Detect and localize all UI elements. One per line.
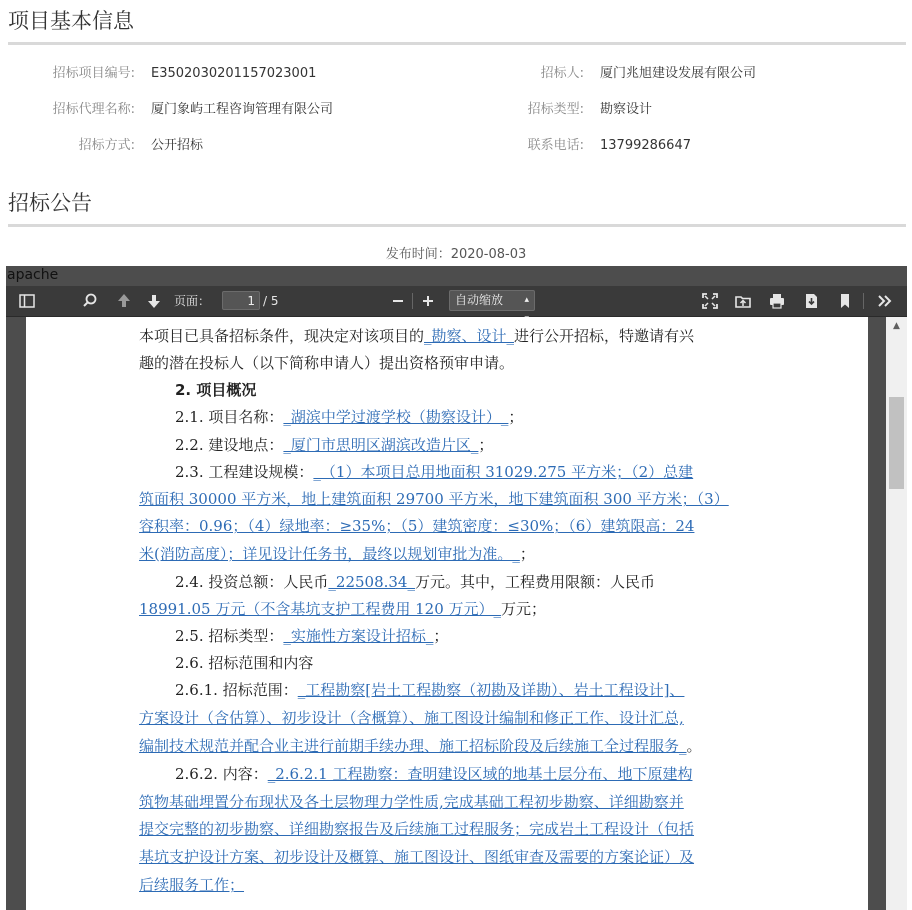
doc-underline-text: 18991.05 万元（不含基坑支护工程费用 120 万元）_	[139, 600, 502, 618]
zoom-out-button[interactable]	[387, 290, 409, 312]
basic-info-title: 项目基本信息	[8, 9, 134, 33]
toolbar-separator	[863, 293, 864, 309]
previous-page-button[interactable]	[113, 290, 135, 312]
doc-underline-line: 筑面积 30000 平方米，地上建筑面积 29700 平方米，地下建筑面积 300 平方米；（3）	[139, 490, 729, 508]
agent-label: 招标代理名称:	[52, 102, 135, 117]
doc-text: 2.1. 项目名称：	[175, 408, 284, 426]
doc-text: ；	[519, 545, 535, 563]
doc-line: 趣的潜在投标人（以下简称申请人）提出资格预审申请。	[139, 354, 515, 372]
toolbar-separator	[412, 293, 413, 309]
zoom-select[interactable]	[449, 290, 535, 311]
next-page-icon	[143, 290, 165, 312]
doc-line	[175, 765, 692, 783]
next-page-button[interactable]	[143, 290, 165, 312]
doc-underline-text: _厦门市思明区湖滨改造片区_	[283, 436, 479, 454]
pdf-page	[26, 317, 868, 910]
print-button[interactable]	[766, 290, 788, 312]
search-icon	[79, 290, 101, 312]
doc-line	[175, 681, 684, 699]
open-file-button[interactable]	[732, 290, 754, 312]
previous-page-icon	[113, 290, 135, 312]
pdf-viewer	[6, 266, 907, 910]
announcement-title: 招标公告	[8, 191, 92, 215]
doc-line: 2.6. 招标范围和内容	[175, 654, 314, 672]
doc-text: 2.4. 投资总额：人民币	[175, 573, 329, 591]
total-pages: / 5	[263, 294, 279, 308]
fullscreen-icon	[699, 290, 721, 312]
zoom-out-icon	[387, 290, 409, 312]
publish-date: 2020-08-03	[450, 247, 527, 262]
tenderer-value: 厦门兆旭建设发展有限公司	[600, 66, 757, 81]
project-no-label: 招标项目编号:	[52, 66, 135, 81]
sidebar-toggle-icon	[16, 290, 38, 312]
doc-underline-text: _湖滨中学过渡学校（勘察设计）_	[283, 408, 509, 426]
doc-line	[139, 327, 694, 345]
doc-underline-text: _2.6.2.1 工程勘察：查明建设区域的地基土层分布、地下原建构	[267, 765, 693, 783]
publish-time	[0, 243, 912, 262]
doc-text: ；	[433, 627, 449, 645]
zoom-in-button[interactable]	[417, 290, 439, 312]
vertical-scrollbar[interactable]	[886, 317, 907, 910]
more-tools-button[interactable]	[874, 290, 896, 312]
doc-line	[175, 436, 493, 454]
doc-text: ；	[478, 436, 494, 454]
bookmark-button[interactable]	[834, 290, 856, 312]
agent-value: 厦门象屿工程咨询管理有限公司	[151, 102, 334, 117]
project-no-value: E3502030201157023001	[151, 66, 317, 81]
doc-underline-text: 编制技术规范并配合业主进行前期手续办理、施工招标阶段及后续施工全过程服务_	[139, 737, 687, 755]
scroll-up-icon[interactable]: ▲	[893, 321, 900, 331]
type-label: 招标类型:	[527, 102, 584, 117]
zoom-in-icon	[417, 290, 439, 312]
doc-line	[175, 573, 655, 591]
doc-text: 2.6.1. 招标范围：	[175, 681, 298, 699]
doc-line	[139, 737, 702, 755]
doc-underline-line: 方案设计（含估算）、初步设计（含概算）、施工图设计编制和修正工作、设计汇总,	[139, 709, 684, 727]
phone-label: 联系电话:	[527, 138, 584, 153]
doc-underline-text: _实施性方案设计招标_	[283, 627, 434, 645]
doc-underline-line: 容积率：0.96；（4）绿地率：≥35%；（5）建筑密度：≤30%；（6）建筑限高：24	[139, 517, 695, 535]
sidebar-toggle-button[interactable]	[16, 290, 38, 312]
document-area[interactable]	[6, 317, 886, 910]
doc-underline-line: 提交完整的初步勘察、详细勘察报告及后续施工过程服务；完成岩土工程设计（包括	[139, 820, 695, 838]
doc-line	[175, 408, 523, 426]
doc-text: 万元。其中，工程费用限额：人民币	[414, 573, 655, 591]
download-icon	[800, 290, 822, 312]
search-button[interactable]	[79, 290, 101, 312]
doc-text: 2.6.2. 内容：	[175, 765, 268, 783]
method-label: 招标方式:	[78, 138, 135, 153]
doc-text: 进行公开招标，特邀请有兴	[514, 327, 695, 345]
doc-line	[139, 545, 535, 563]
scrollbar-thumb[interactable]	[889, 397, 904, 489]
doc-heading: 2. 项目概况	[175, 381, 257, 399]
pdf-toolbar	[6, 286, 907, 317]
bookmark-icon	[834, 290, 856, 312]
doc-underline-line: 筑物基础埋置分布现状及各土层物理力学性质,完成基础工程初步勘察、详细勘察并	[139, 793, 684, 811]
page-number-input[interactable]	[222, 291, 260, 310]
download-button[interactable]	[800, 290, 822, 312]
more-tools-icon	[874, 290, 896, 312]
doc-underline-text: _勘察、设计_	[424, 327, 515, 345]
doc-text: 万元；	[501, 600, 547, 618]
doc-text: 2.5. 招标类型：	[175, 627, 284, 645]
doc-underline-text: _（1）本项目总用地面积 31029.275 平方米；（2）总建	[313, 463, 694, 481]
section-divider	[8, 42, 906, 45]
method-value: 公开招标	[151, 138, 204, 153]
doc-underline-line: 后续服务工作；	[139, 876, 245, 894]
page-label: 页面：	[174, 294, 211, 308]
doc-text: 2.3. 工程建设规模：	[175, 463, 314, 481]
doc-line	[175, 463, 693, 481]
doc-text: 2.2. 建设地点：	[175, 436, 284, 454]
doc-text: 本项目已具备招标条件，现决定对该项目的	[139, 327, 425, 345]
doc-underline-text: _22508.34_	[328, 573, 415, 591]
doc-line	[139, 600, 546, 618]
publish-label: 发布时间：	[385, 247, 451, 262]
type-value: 勘察设计	[600, 102, 653, 117]
doc-underline-text: 米(消防高度）；详见设计任务书，最终以规划审批为准。_	[139, 545, 520, 563]
tenderer-label: 招标人:	[540, 66, 584, 81]
fullscreen-button[interactable]	[699, 290, 721, 312]
apache-label: apache	[6, 266, 907, 286]
section-divider	[8, 224, 906, 227]
doc-line	[175, 627, 448, 645]
print-icon	[766, 290, 788, 312]
doc-underline-text: _工程勘察[岩土工程勘察（初勘及详勘）、岩土工程设计]、	[297, 681, 685, 699]
zoom-value: 自动缩放	[455, 293, 504, 307]
doc-text: 。	[686, 737, 702, 755]
doc-text: ；	[508, 408, 524, 426]
chevron-updown-icon: ▴	[524, 295, 529, 305]
open-file-icon	[732, 290, 754, 312]
doc-underline-line: 基坑支护设计方案、初步设计及概算、施工图设计、图纸审查及需要的方案论证）及	[139, 848, 695, 866]
phone-value: 13799286647	[600, 138, 691, 153]
